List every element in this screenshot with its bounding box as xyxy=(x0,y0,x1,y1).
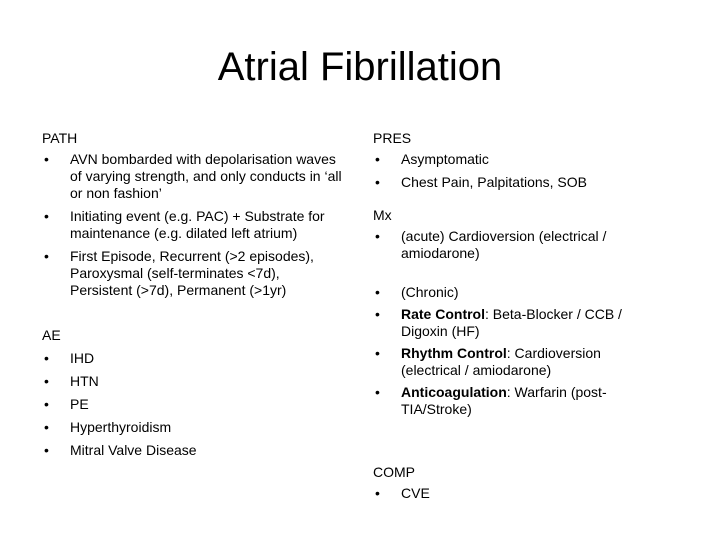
mx-chronic-item: • (Chronic) xyxy=(373,284,663,301)
ae-item: • IHD xyxy=(42,350,342,367)
mx-heading: Mx xyxy=(373,207,392,223)
anticoagulation-label: Anticoagulation xyxy=(401,384,507,400)
path-heading: PATH xyxy=(42,130,78,146)
rate-control-text: : Beta-Blocker / CCB / Digoxin (HF) xyxy=(401,306,622,339)
pres-item: • Asymptomatic xyxy=(373,151,663,168)
path-item: • AVN bombarded with depolarisation waves of varying strength, and only conducts in ‘all or non fashion’ xyxy=(42,151,342,202)
path-section xyxy=(42,130,342,299)
mx-rhythm-item xyxy=(373,345,663,379)
comp-item: • CVE xyxy=(373,485,663,502)
comp-heading: COMP xyxy=(373,464,415,480)
left-column xyxy=(42,130,342,465)
ae-heading: AE xyxy=(42,327,61,343)
anticoagulation-text: : Warfarin (post-TIA/Stroke) xyxy=(401,384,607,417)
rhythm-control-label: Rhythm Control xyxy=(401,345,507,361)
slide-title: Atrial Fibrillation xyxy=(217,45,503,89)
mx-acute-item: • (acute) Cardioversion (electrical / amiodarone) xyxy=(373,228,663,262)
mx-acute-list xyxy=(373,228,663,262)
mx-section xyxy=(373,207,663,418)
pres-list xyxy=(373,151,663,191)
comp-list xyxy=(373,485,663,502)
mx-anticoag-item xyxy=(373,384,663,418)
pres-section xyxy=(373,130,663,191)
right-column xyxy=(373,130,663,508)
path-item: • Initiating event (e.g. PAC) + Substrate for maintenance (e.g. dilated left atrium) xyxy=(42,208,342,242)
ae-list xyxy=(42,350,342,459)
ae-section xyxy=(42,327,342,459)
path-list xyxy=(42,151,342,299)
path-item: • First Episode, Recurrent (>2 episodes), Paroxysmal (self-terminates <7d), Persistent (>7d), Permanent (>1yr) xyxy=(42,248,342,299)
pres-item: • Chest Pain, Palpitations, SOB xyxy=(373,174,663,191)
ae-item: • Mitral Valve Disease xyxy=(42,442,342,459)
mx-rate-item xyxy=(373,306,663,340)
pres-heading: PRES xyxy=(373,130,412,146)
ae-item: • HTN xyxy=(42,373,342,390)
ae-item: • Hyperthyroidism xyxy=(42,419,342,436)
rate-control-label: Rate Control xyxy=(401,306,485,322)
comp-section xyxy=(373,464,663,502)
ae-item: • PE xyxy=(42,396,342,413)
mx-chronic-list xyxy=(373,284,663,418)
rhythm-control-text: : Cardioversion (electrical / amiodarone) xyxy=(401,345,601,378)
